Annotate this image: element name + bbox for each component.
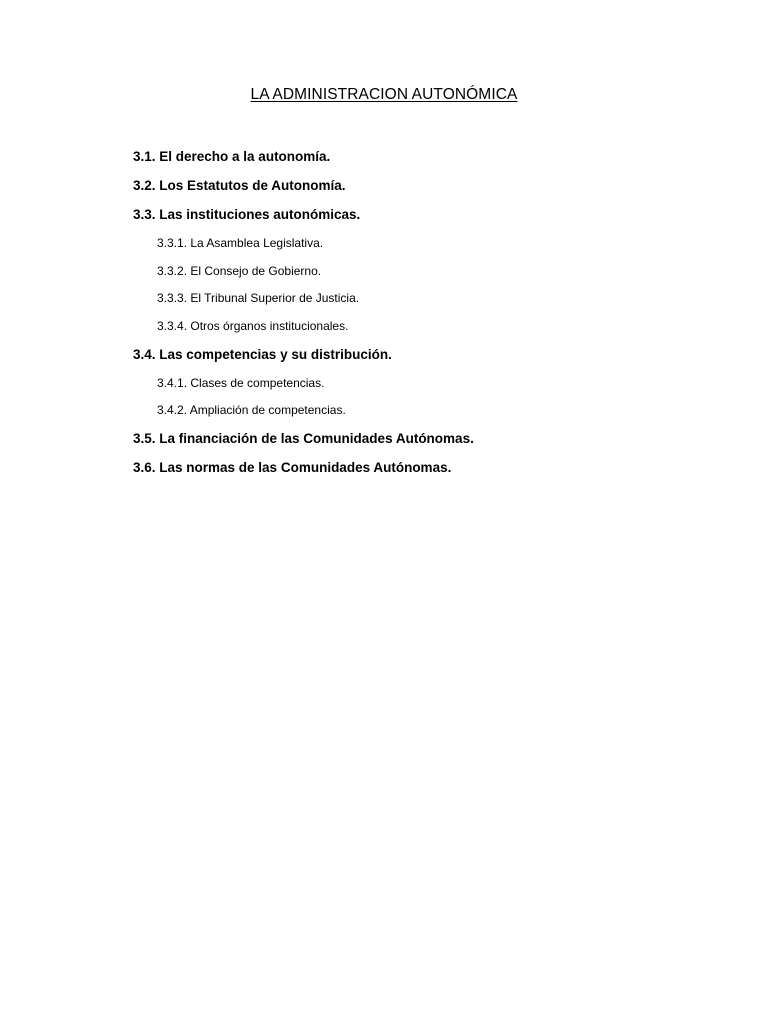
table-of-contents xyxy=(133,146,693,486)
toc-subitem: 3.4.1. Clases de competencias. xyxy=(157,375,325,390)
toc-subitem: 3.4.2. Ampliación de competencias. xyxy=(157,403,346,418)
toc-subitem: 3.3.3. El Tribunal Superior de Justicia. xyxy=(157,291,360,306)
toc-subitem: 3.3.2. El Consejo de Gobierno. xyxy=(157,263,322,278)
toc-item: 3.5. La financiación de las Comunidades Autónomas. xyxy=(133,431,474,447)
toc-subitem: 3.3.4. Otros órganos institucionales. xyxy=(157,319,349,334)
toc-subitem: 3.3.1. La Asamblea Legislativa. xyxy=(157,236,324,250)
page-title: LA ADMINISTRACION AUTONÓMICA xyxy=(250,86,518,103)
toc-item: 3.2. Los Estatutos de Autonomía. xyxy=(133,178,346,193)
toc-item: 3.6. Las normas de las Comunidades Autónomas. xyxy=(133,460,452,476)
toc-item: 3.1. El derecho a la autonomía. xyxy=(133,149,331,164)
toc-item: 3.4. Las competencias y su distribución. xyxy=(133,346,392,362)
toc-item: 3.3. Las instituciones autonómicas. xyxy=(133,207,361,222)
